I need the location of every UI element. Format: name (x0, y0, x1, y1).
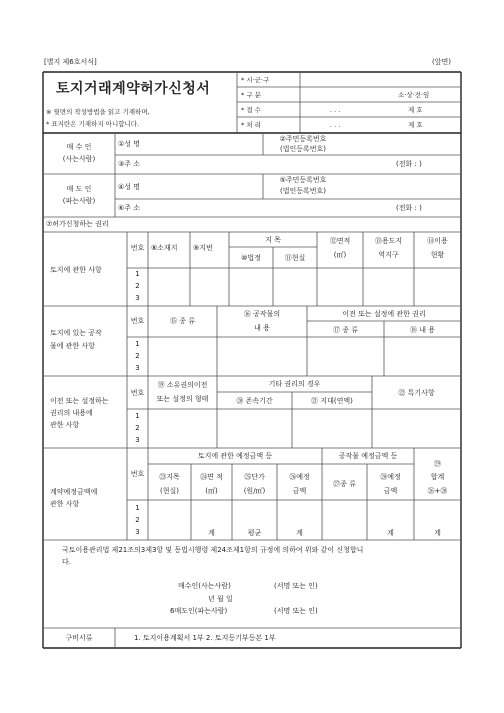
form-number: [별지 제6호서식] (44, 58, 97, 66)
buyer-phone: (전화 : ) (396, 160, 422, 168)
transfer-no-header: 번호 (130, 389, 145, 397)
seller-label: 매 도 인 (66, 185, 92, 193)
transfer-row-no: 1 (135, 412, 140, 420)
fixture-content-header-sub: 내 용 (254, 324, 270, 332)
fixture-row-no: 3 (135, 364, 140, 372)
buyer-signature-label: 매수인(사는사람) (178, 582, 231, 590)
buyer-reg-label-sub: (법인등록번호) (279, 145, 327, 153)
fixture-transfer-header: 이전 또는 설정에 관한 권리 (342, 310, 426, 318)
buyer-label-sub: (사는사람) (62, 155, 96, 163)
land-area-unit: (㎡) (333, 251, 347, 259)
transfer-special-header: ㉒ 특기사항 (398, 389, 435, 397)
declaration-text-end: 다. (62, 558, 71, 566)
note-line-2: * 표지란은 기재하지 아니합니다. (46, 120, 140, 128)
fixture-transfer-content-header: ⑱ 내 용 (410, 326, 435, 334)
seller-signature-field[interactable]: (서명 또는 인) (274, 607, 318, 615)
fixture-no-header: 번호 (130, 317, 145, 325)
amount-fixture-kind-header: ㉗종 류 (333, 480, 356, 488)
form-title: 토지거래계약허가신청서 (56, 81, 211, 97)
amount-jimok-header-sub: (현실) (160, 487, 179, 495)
transfer-section-label-3: 관한 사항 (50, 421, 80, 429)
declaration-text: 국토이용관리법 제21조의3제3항 및 동법시행령 제24조제1항의 규정에 의하여 위와 같이 신청합니 (62, 546, 364, 554)
office-process-no: 제 호 (408, 121, 423, 129)
seller-name-label: ④성 명 (118, 183, 141, 191)
amount-total-formula: ㉖+㉘ (427, 487, 448, 495)
seller-reg-label-sub: (법인등록번호) (279, 187, 327, 195)
amount-jimok-header: ㉓지목 (159, 473, 180, 481)
amount-no-header: 번호 (130, 470, 145, 478)
amount-fixture-planned-header: ㉘예정 (380, 473, 401, 481)
transfer-other-header: 기타 권리의 경우 (268, 380, 321, 388)
land-use-header-sub: 역지구 (378, 251, 399, 259)
buyer-label: 매 수 인 (66, 143, 92, 151)
land-current-header-sub: 현황 (430, 251, 445, 259)
seller-signature-label: 6매도인(파는사람) (170, 607, 228, 615)
office-type-label: * 구 분 (241, 91, 261, 99)
amount-fixture-planned-header-sub: 금액 (383, 487, 398, 495)
transfer-row-no: 2 (135, 424, 140, 432)
office-receipt-label: * 접 수 (241, 106, 261, 114)
amount-section-label-sub: 관한 사항 (50, 500, 80, 508)
office-process-date: . . . (330, 121, 341, 129)
land-actual-header: ⑪현실 (284, 254, 306, 262)
transfer-ownership-header: ⑲ 소유권의이전 (157, 381, 208, 389)
office-city: * 시·군·구 (241, 76, 270, 84)
buyer-name-label: ①성 명 (118, 140, 141, 148)
amount-fixture-header: 공작물 예정금액 등 (338, 452, 398, 460)
amount-land-header: 토지에 관한 예정금액 등 (197, 452, 273, 460)
land-lot-header: ⑨지번 (193, 244, 213, 252)
fixture-transfer-kind-header: ⑰ 종 류 (333, 326, 358, 334)
fixture-content-header: ⑯ 공작물의 (243, 310, 281, 318)
transfer-rent-header: ㉑ 지대(연액) (311, 397, 353, 405)
office-process-label: * 처 리 (241, 121, 261, 129)
buyer-address-label: ③주 소 (118, 160, 141, 168)
office-receipt-no: 제 호 (408, 106, 423, 114)
land-row-no: 1 (135, 270, 140, 278)
land-current-header: ⑭이용 (427, 237, 448, 245)
amount-planned-sum: 계 (296, 529, 303, 537)
amount-fixture-sum: 계 (387, 529, 394, 537)
application-date[interactable]: 년 월 일 (208, 595, 233, 603)
land-legal-header: ⑩법정 (241, 254, 261, 262)
transfer-row-no: 3 (135, 436, 140, 444)
amount-row-no: 2 (135, 516, 140, 524)
amount-row-no: 3 (135, 528, 140, 536)
office-type-value: 소·상·전·임 (398, 91, 430, 99)
land-section-label: 토지에 관한 사항 (50, 266, 102, 274)
fixture-section-label-sub: 물에 관한 사항 (50, 342, 96, 350)
amount-area-unit: (㎡) (205, 487, 218, 495)
seller-phone: (전화 : ) (396, 204, 422, 212)
buyer-signature-field[interactable]: (서명 또는 인) (274, 582, 318, 590)
amount-planned-header: ㉖예정 (289, 473, 310, 481)
land-use-header: ⑬용도지 (374, 237, 403, 245)
required-docs-label: 구비서류 (65, 634, 93, 642)
seller-address-label: ⑥주 소 (118, 204, 141, 212)
land-jimok-header: 지 목 (265, 236, 281, 244)
amount-area-sum: 계 (208, 529, 215, 537)
fixture-section-label: 토지에 있는 공작 (50, 329, 102, 337)
page-side: (앞면) (432, 58, 451, 66)
office-receipt-date: . . . (330, 106, 341, 114)
amount-area-header: ㉔면 적 (200, 473, 223, 481)
required-docs-list: 1. 토지이용계획서 1부 2. 토지등기부등본 1부 (134, 634, 276, 642)
rights-title: ⑦허가신청하는 권리 (46, 220, 109, 228)
amount-row-no: 1 (135, 504, 140, 512)
amount-price-avg: 평균 (247, 529, 262, 537)
fixture-kind-header: ⑮ 종 류 (170, 317, 195, 325)
land-row-no: 2 (135, 282, 140, 290)
fixture-row-no: 1 (135, 340, 140, 348)
fixture-row-no: 2 (135, 352, 140, 360)
amount-total-header: 합계 (430, 473, 445, 481)
amount-price-unit: (원/㎡) (243, 487, 266, 495)
amount-planned-header-sub: 금액 (292, 487, 307, 495)
note-line-1: ※ 뒷면의 작성방법을 읽고 기재하며, (46, 108, 150, 116)
buyer-reg-label: ②주민등록번호 (279, 135, 327, 143)
land-area-header: ⑫면적 (329, 237, 351, 245)
amount-total-icon: ㉙ (434, 460, 441, 468)
transfer-ownership-header-sub: 또는 설정의 형태 (156, 395, 209, 403)
transfer-period-header: ⑳ 존속기간 (236, 397, 273, 405)
seller-label-sub: (파는사람) (62, 197, 96, 205)
land-no-header: 번호 (130, 244, 145, 252)
amount-price-header: ㉕단가 (244, 473, 265, 481)
land-location-header: ⑧소재지 (151, 244, 178, 252)
land-row-no: 3 (135, 294, 140, 302)
amount-total-sum: 계 (434, 529, 441, 537)
amount-section-label: 계약예정금액에 (50, 488, 98, 496)
seller-reg-label: ⑤주민등록번호 (279, 176, 327, 184)
transfer-section-label: 이전 또는 설정하는 (50, 397, 109, 405)
transfer-section-label-2: 권리의 내용에 (50, 409, 93, 417)
